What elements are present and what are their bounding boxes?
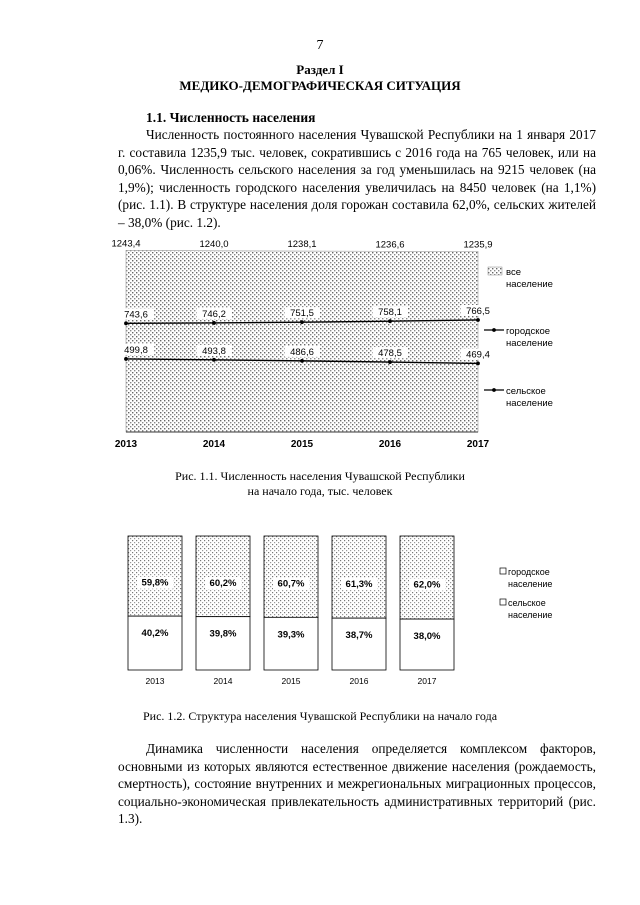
legend-label-line2: население xyxy=(506,338,553,349)
population-structure-chart xyxy=(100,528,580,696)
rural-segment xyxy=(264,617,318,670)
urban-population-point xyxy=(212,321,216,325)
x-tick-label: 2015 xyxy=(290,439,314,450)
legend-swatch xyxy=(500,568,506,574)
legend-label-line2: население xyxy=(508,610,553,620)
urban-segment xyxy=(264,536,318,617)
urban-population-label: 758,1 xyxy=(378,307,402,319)
population-chart xyxy=(100,232,553,456)
urban-segment xyxy=(128,536,182,616)
urban-population-label: 766,5 xyxy=(466,305,490,317)
legend-swatch xyxy=(500,599,506,605)
legend-label-line2: население xyxy=(508,579,553,589)
rural-segment xyxy=(128,616,182,670)
legend-label-line1: городское xyxy=(506,326,551,337)
figure1-caption-line1: Рис. 1.1. Численность населения Чувашской Республики xyxy=(175,469,465,483)
total-population-label: 1238,1 xyxy=(287,239,317,251)
legend-label-line1: сельское xyxy=(506,386,546,397)
urban-population-label: 751,5 xyxy=(290,308,314,320)
rural-population-point xyxy=(212,358,216,362)
x-tick-label: 2017 xyxy=(466,439,490,450)
figure1-caption-line2: на начало года, тыс. человек xyxy=(247,484,393,498)
rural-population-label: 469,4 xyxy=(466,349,490,361)
rural-population-label: 499,8 xyxy=(124,344,148,356)
urban-segment xyxy=(332,536,386,618)
legend-marker xyxy=(492,388,496,392)
rural-share-label: 40,2% xyxy=(141,628,169,640)
paragraph-population: Численность постоянного населения Чувашской Республики на 1 января 2017 г. составила 1235,9 тыс. человек, сократившись с 2016 года на 765 человек, или на 0,06%. Численность сельского населения за год уменьшилась на 9215 человек (на 1,9%); численность городского населения увеличилась на 8450 человек (на 1,1%) (рис. 1.1). В структуре населения доля горожан составила 62,0%, сельских жителей – 38,0% (рис. 1.2). xyxy=(118,127,596,230)
x-tick-label: 2014 xyxy=(202,439,226,450)
figure1-caption xyxy=(0,469,640,499)
population-legend xyxy=(484,267,553,409)
paragraph-dynamics: Динамика численности населения определяется комплексом факторов, основными из которых являются естественное движение населения (рождаемость, смертность), состояние внутренних и межрегиональных миграционных процессов, социально-экономическая привлекательность административных территорий (рис. 1.3). xyxy=(118,741,596,826)
structure-x-axis xyxy=(146,676,437,686)
rural-segment xyxy=(400,619,454,670)
total-population-label: 1235,9 xyxy=(463,239,493,251)
total-population-label: 1236,6 xyxy=(375,239,405,251)
urban-segment xyxy=(196,536,250,617)
rural-population-label: 478,5 xyxy=(378,348,402,360)
urban-population-point xyxy=(124,321,128,325)
urban-share-label: 61,3% xyxy=(345,578,373,590)
rural-segment xyxy=(332,618,386,670)
rural-share-label: 38,7% xyxy=(345,630,373,642)
section-title: МЕДИКО-ДЕМОГРАФИЧЕСКАЯ СИТУАЦИЯ xyxy=(179,78,461,93)
total-population-shape xyxy=(126,250,478,432)
urban-population-point xyxy=(300,320,304,324)
urban-population-label: 746,2 xyxy=(202,308,226,320)
rural-population-label: 486,6 xyxy=(290,346,314,358)
urban-segment xyxy=(400,536,454,619)
structure-bars xyxy=(128,536,454,670)
rural-share-label: 38,0% xyxy=(413,631,441,643)
urban-population-label: 743,6 xyxy=(124,309,148,321)
x-tick-label: 2013 xyxy=(114,439,138,450)
urban-share-label: 59,8% xyxy=(141,577,169,589)
legend-label-line1: городское xyxy=(508,567,550,577)
total-population-area xyxy=(126,250,478,432)
page-number: 7 xyxy=(316,38,324,53)
total-population-label: 1243,4 xyxy=(111,238,141,250)
legend-label-total-line2: население xyxy=(506,279,553,290)
category-label: 2013 xyxy=(145,676,165,686)
urban-share-label: 60,2% xyxy=(209,578,237,590)
category-label: 2017 xyxy=(417,676,437,686)
legend-marker xyxy=(492,328,496,332)
rural-population-label: 493,8 xyxy=(202,345,226,357)
population-x-axis xyxy=(115,432,490,450)
category-label: 2014 xyxy=(213,676,233,686)
figure2-caption: Рис. 1.2. Структура населения Чувашской Республики на начало года xyxy=(142,709,498,723)
urban-share-label: 62,0% xyxy=(413,579,441,591)
rural-segment xyxy=(196,617,250,670)
legend-label-line2: население xyxy=(506,398,553,409)
rural-population-point xyxy=(388,360,392,364)
structure-legend xyxy=(500,567,552,620)
total-population-label: 1240,0 xyxy=(199,238,229,250)
legend-label-line1: сельское xyxy=(508,598,546,608)
urban-population-point xyxy=(388,319,392,323)
rural-population-point xyxy=(124,357,128,361)
rural-share-label: 39,8% xyxy=(209,628,237,640)
urban-population-point xyxy=(476,318,480,322)
urban-share-label: 60,7% xyxy=(277,578,305,590)
category-label: 2015 xyxy=(281,676,301,686)
rural-population-point xyxy=(300,359,304,363)
rural-share-label: 39,3% xyxy=(277,629,305,641)
section-label: Раздел I xyxy=(296,62,344,77)
subsection-title: 1.1. Численность населения xyxy=(146,110,316,125)
category-label: 2016 xyxy=(349,676,369,686)
legend-label-total-line1: все xyxy=(506,267,521,278)
x-tick-label: 2016 xyxy=(378,439,402,450)
legend-swatch-total xyxy=(488,267,502,275)
rural-population-point xyxy=(476,361,480,365)
